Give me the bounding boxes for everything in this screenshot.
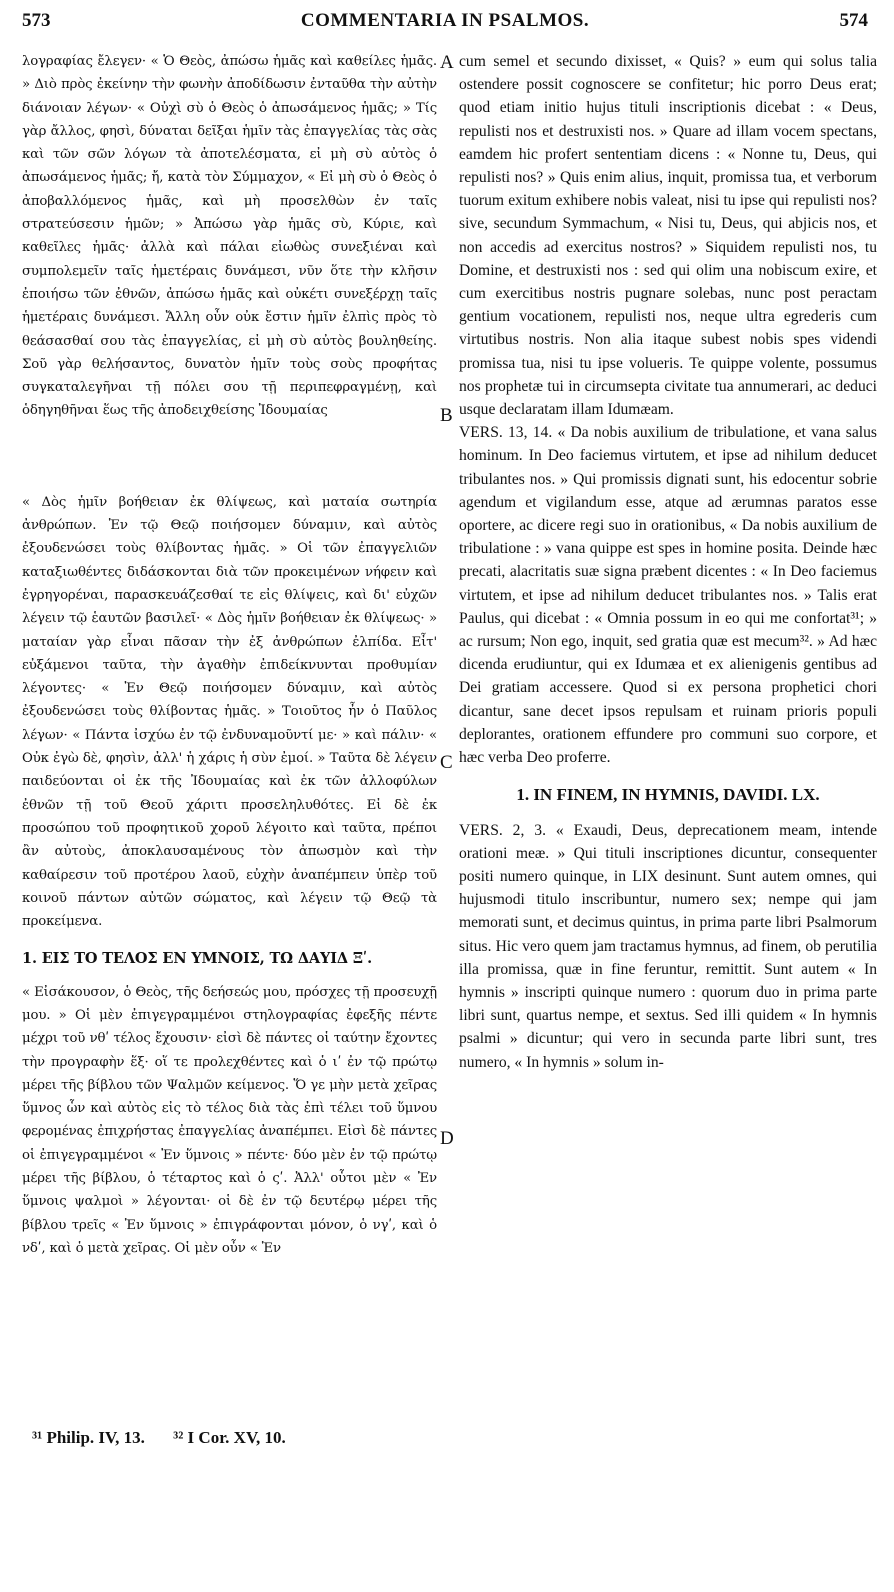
page-number-left: 573	[22, 10, 51, 31]
latin-column	[459, 50, 877, 1074]
column-gap	[22, 423, 437, 491]
page-header	[22, 10, 868, 40]
footnotes	[32, 1428, 310, 1448]
latin-paragraph: VERS. 13, 14. « Da nobis auxilium de tribulatione, et vana salus hominum. In Deo faciemus virtutem, et ipse ad nihilum deducet tribulantes nos. » Qui promissis dignati sunt, his edocentur sobrie agendum et vigilandum esse, atque ad ærumnas paratos esse oportere, ac dicere regi suo in orationibus, « Da nobis auxilium de tribulatione : » vana quippe est spes in homine posita. Deinde hæc precati, alacritatis suæ signa præbent dicentes : « In Deo faciemus virtutem, et ipse ad nihilum deducet tribulantes nos. » Talis erat Paulus, qui dicebat : « Omnia possum in eo qui me confortat³¹; » ac rursum; Non ego, inquit, sed gratia quæ est mecum³². » Ad hæc dicenda erudiuntur, qui ex Idumæa et ex alienigenis gentibus ad Dei gratiam accessere. Quod si ex persona prophetici chori dicantur, sane decet ipsos repulsam et ruinam prioris populi deplorantes, orationem effundere pro communi suo corpore, et hæc verba Deo proferre.	[459, 424, 877, 767]
greek-psalm-heading: 1. ΕΙΣ ΤΟ ΤΕΛΟΣ ΕΝ ΥΜΝΟΙΣ, ΤΩ ΔΑΥΙΔ Ξʹ.	[22, 950, 373, 968]
running-title: COMMENTARIA IN PSALMOS.	[300, 10, 590, 31]
margin-letter-c: C	[440, 752, 453, 773]
latin-paragraph: cum semel et secundo dixisset, « Quis? » eum qui solus talia ostendere possit cognoscere se confitetur; hic porro Deus erat; quod etiam initio hujus tituli inscriptionis dicebat : « Deus, repulisti nos et destruxisti nos. » Quare ad illam vocem spectans, eamdem hic profert sententiam dicens : « Nonne tu, Deus, qui repulisti nos? » Quis enim alius, inquit, promissa tua, et verborum tuorum exitum exhibere nobis valeat, nisi tu ipse qui repulisti nos? sive, secundum Symmachum, « Nisi tu, Deus, qui abjicis nos, et non accedis ad exercitus nostros? » Siquidem repulisti nos, tu Domine, et destruxisti nos : sed qui olim una nobiscum exire, et cum exercitibus nostris pugnare solebas, nunc post peractam gentium vocationem, repulisti nos, neque ultra egrederis cum virtutibus nostris. Non alia itaque subest nobis spes videndi promissa tua, nisi tu ipse volueris. Te quippe volente, possumus nos prophetæ tui in circumsepta civitate tua annumerari, ac deduci usque declaratam illam Idumæam.	[459, 53, 877, 419]
page-number-right: 574	[839, 10, 868, 31]
greek-paragraph: « Εἰσάκουσον, ὁ Θεὸς, τῆς δεήσεώς μου, πρόσχες τῇ προσευχῇ μου. » Οἱ μὲν ἐπιγεγραμμένοι στηλογραφίας ἐφεξῆς πέντε μέχρι τοῦ νθʹ τέλος ἔχουσιν· εἰσὶ δὲ πάντες οἱ ταύτην ἔχοντες τὴν προγραφὴν ἕξ· οἵ τε προλεχθέντες καὶ ὁ ιʹ ἐν τῷ πρώτῳ μέρει τῆς βίβλου τῶν Ψαλμῶν κείμενος. Ὅ γε μὴν μετὰ χεῖρας ὕμνος ὧν καὶ αὐτὸς εἰς τὸ τέλος διὰ τὰς ἐπὶ τέλει τοῦ ὕμνου φερομένας ἐπιχρήστας ἐπαγγελίας ἀναπέμπει. Εἰσὶ δὲ πάντες οἱ ἐπιγεγραμμένοι « Ἐν ὕμνοις » πέντε· δύο μὲν ἐν τῷ πρώτῳ μέρει τῆς βίβλου, ὁ τέταρτος καὶ ὁ ςʹ. Ἀλλ' οὗτοι μὲν « Ἐν ὕμνοις ψαλμοὶ » λέγονται· οἱ δὲ ἐν τῷ δευτέρῳ μέρει τῆς βίβλου τρεῖς « Ἐν ὕμνοις » ἐπιγράφονται μόνον, ὁ νγʹ, καὶ ὁ νδʹ, καὶ ὁ μετὰ χεῖρας. Οἱ μὲν οὖν « Ἐν	[22, 984, 437, 1256]
greek-paragraph: λογραφίας ἔλεγεν· « Ὁ Θεὸς, ἀπώσω ἡμᾶς καὶ καθείλες ἡμᾶς. » Διὸ πρὸς ἐκείνην τὴν φωνὴν ἀποδίδωσιν ἐνταῦθα τὴν αὐτὴν διάνοιαν λέγων· « Οὐχὶ σὺ ὁ Θεὸς ὁ ἀπωσάμενος ἡμᾶς; » Τίς γὰρ ἄλλος, φησὶ, δύναται δεῖξαι ἡμῖν τὰς ἐπαγγελίας τὰς σὰς καὶ τῶν σῶν λόγων τὰ ἀποτελέσματα, εἰ μὴ σὺ αὐτὸς ὁ ἀπωσάμενος ἡμᾶς; ἤ, κατὰ τὸν Σύμμαχον, « Εἰ μὴ σὺ ὁ Θεὸς ὁ ἀποβαλλόμενος ἡμᾶς, καὶ μὴ προσελθὼν ἐν ταῖς στρατεύσεσιν ἡμῶν; » Ἀπώσω γὰρ ἡμᾶς σὺ, Κύριε, καὶ καθεῖλες ἡμᾶς· ἀλλὰ καὶ πάλαι εἰωθὼς συνεξιέναι καὶ συμπολεμεῖν ταῖς ἡμετέραις δυνάμεσι, νῦν ὅτε τὴν κλῆσιν ἐποιήσω τῶν ἐθνῶν, ἀπώσω ἡμᾶς καὶ οὐκέτι συνεξέρχῃ ταῖς ἡμετέραις δυνάμεσι. Ἄλλη οὖν οὐκ ἔστιν ἡμῖν ἐλπὶς πρὸς τὸ θεάσασθαί σου τὰς ἐπαγγελίας, εἰ μὴ σὺ αὐτὸς βουληθείης. Σοῦ γὰρ θελήσαντος, δυνατὸν ἡμῖν τοὺς σοὺς προφήτας συγκαταλεγῆναι τῇ πόλει σου τῇ περιπεφραγμένῃ, καὶ ὁδηγηθῆναι ἕως τῆς ἀποδειχθείσης Ἰδουμαίας	[22, 54, 437, 419]
latin-psalm-heading: 1. IN FINEM, IN HYMNIS, DAVIDI. LX.	[516, 785, 820, 805]
footnote: ³¹ Philip. IV, 13.	[32, 1428, 145, 1447]
greek-paragraph: « Δὸς ἡμῖν βοήθειαν ἐκ θλίψεως, καὶ ματαία σωτηρία ἀνθρώπων. Ἐν τῷ Θεῷ ποιήσομεν δύναμιν, καὶ αὐτὸς ἐξουδενώσει τοὺς θλίβοντας ἡμᾶς. » Οἱ τῶν ἐπαγγελιῶν καταξιωθέντες διδάσκονται διὰ τῶν προκειμένων νήφειν καὶ ἐγρηγορέναι, παρασκευάζεσθαί τε εἰς θλίψεις, καὶ δι' εὐχῶν λέγειν τῷ ἑαυτῶν βασιλεῖ· « Δὸς ἡμῖν βοήθειαν ἐκ θλίψεως· » ματαίαν γὰρ εἶναι πᾶσαν τὴν ἐξ ἀνθρώπων ἐλπίδα. Εἶτ' εὐξάμενοι ταῦτα, τὴν ἀγαθὴν ἐπιδείκνυνται προθυμίαν λέγοντες· « Ἐν Θεῷ ποιήσομεν δύναμιν, καὶ αὐτὸς ἐξουδενώσει τοὺς θλίβοντας ἡμᾶς. » Τοιοῦτος ἦν ὁ Παῦλος λέγων· « Πάντα ἰσχύω ἐν τῷ ἐνδυναμοῦντί με· » καὶ πάλιν· « Οὐκ ἐγὼ δὲ, φησὶν, ἀλλ' ἡ χάρις ἡ σὺν ἐμοί. » Ταῦτα δὲ λέγειν παιδεύονται οἱ ἐκ τῆς Ἰδουμαίας καὶ ἐκ τῶν ἀλλοφύλων ἐθνῶν τῇ τοῦ Θεοῦ χάριτι προσεληλυθότες. Εἰ δὲ ἐκ προσώπου τοῦ προφητικοῦ χοροῦ λέγοιτο καὶ ταῦτα, πρέποι ἂν αὐτοὺς, ἀποκλαυσαμένους τὸν ἀπωσμὸν καὶ τὴν καθαίρεσιν τοῦ προτέρου λαοῦ, εὐχὴν ἀναπέμπειν ὑπὲρ τοῦ κοινοῦ πάντων αὐτῶν σώματος, καὶ λέγειν τῷ Θεῷ τὰ προκείμενα.	[22, 494, 437, 930]
footnote: ³² I Cor. XV, 10.	[173, 1428, 286, 1447]
latin-paragraph: VERS. 2, 3. « Exaudi, Deus, deprecationem meam, intende orationi meæ. » Qui tituli inscriptiones dicuntur, consequenter positi numero quinque, in LIX desinunt. Sunt autem omnes, qui hujusmodi titulo inscribuntur, numero sex; nempe qui jam memorati sunt, et decimus quintus, in prima parte libri Psalmorum situs. Hic vero quem jam tractamus hymnus, ad finem, ob perutilia illa promissa, quæ in fine feruntur, remittit. Sunt autem « In hymnis » inscripti quinque numero : quorum duo in prima parte libri sunt, quartus nempe, et sextus. Sed illi quidem « In hymnis psalmi » dicuntur; qui vero in secunda parte libri sunt, tres numero, « In hymnis » solum in-	[459, 821, 877, 1071]
greek-column	[22, 50, 437, 1260]
margin-letter-b: B	[440, 405, 453, 426]
margin-letter-d: D	[440, 1128, 454, 1149]
margin-letter-a: A	[440, 52, 454, 73]
